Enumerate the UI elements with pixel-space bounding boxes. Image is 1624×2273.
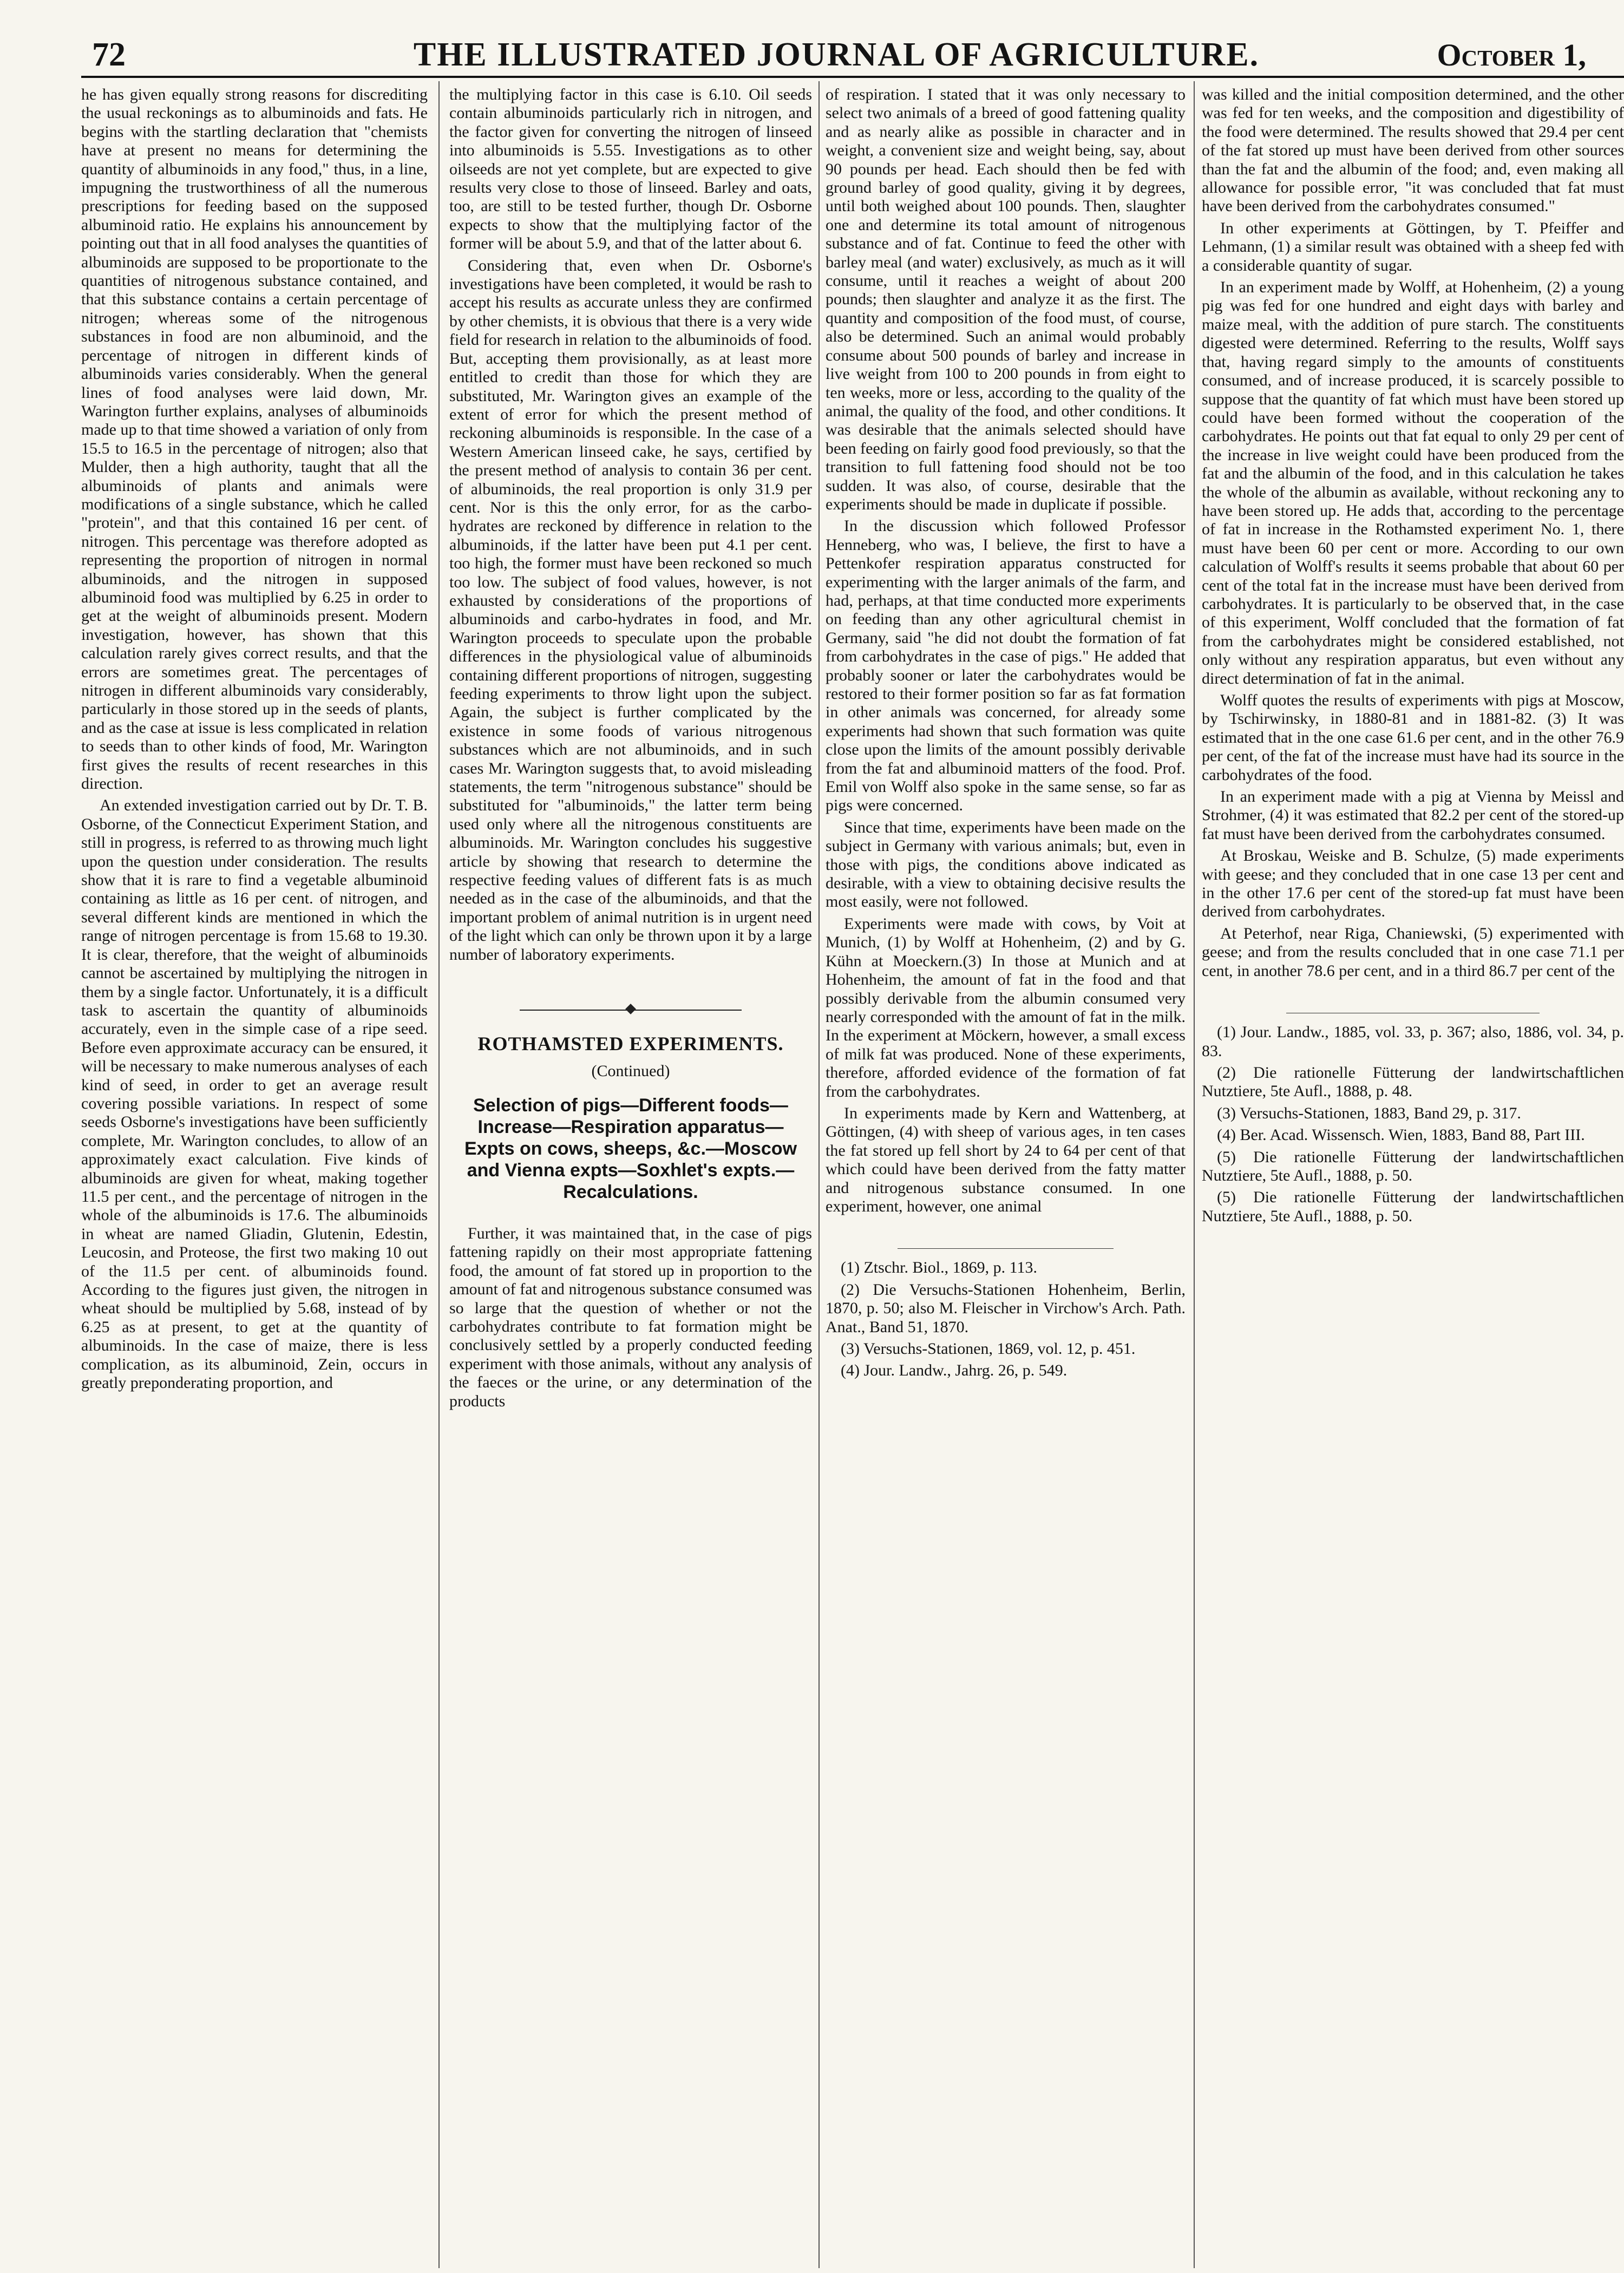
issue-date: October 1,: [1437, 37, 1586, 73]
footnotes: [826, 1259, 1186, 1380]
column-rule: [438, 81, 440, 2268]
article-paragraph: At Broskau, Weiske and B. Schulze, (5) made experiments with geese; and they concluded that in one case 13 per cent and in the other 17.6 per cent of the stored-up fat must have been derived from carbohydrates.: [1202, 847, 1624, 921]
footnote: (5) Die rationelle Fütterung der landwirtschaftlichen Nutztiere, 5te Aufl., 1888, p. 50.: [1202, 1148, 1624, 1184]
article-paragraph: In an experiment made with a pig at Vienna by Meissl and Strohmer, (4) it was estimated that 82.2 per cent of the stored-up fat must have been derived from the carbohydrates consumed.: [1202, 788, 1624, 843]
article-paragraph: Further, it was maintained that, in the case of pigs fattening rapidly on their most appropriate fattening food, the amount of fat stored up in proportion to the amount of fat and nitrogenous substance consumed was so large that the question of whether or not the carbohydrates contribute to fat formation might be conclusively settled by a properly conducted feeding experiment with those animals, without any analysis of the faeces or the urine, or any determination of the products: [449, 1224, 812, 1410]
footnote: (2) Die Versuchs-Stationen Hohenheim, Berlin, 1870, p. 50; also M. Fleischer in Virchow's Arch. Path. Anat., Band 51, 1870.: [826, 1280, 1186, 1336]
article-paragraph: Since that time, experiments have been made on the subject in Germany with various animals; but, even in those with pigs, the conditions above indicated as desirable, with a view to obtaining decisive results the most easily, were not followed.: [826, 818, 1186, 911]
footnote: (3) Versuchs-Stationen, 1869, vol. 12, p. 451.: [841, 1340, 1136, 1358]
section-title: ROTHAMSTED EXPERIMENTS.: [477, 1033, 784, 1055]
journal-title: THE ILLUSTRATED JOURNAL OF AGRICULTURE.: [413, 36, 1260, 73]
article-paragraph: In other experiments at Göttingen, by T. Pfeiffer and Lehmann, (1) a similar result was obtained with a sheep fed with a considerable quantity of sugar.: [1202, 219, 1624, 274]
article-paragraph: At Peterhof, near Riga, Chaniewski, (5) experimented with geese; and from the results concluded that in one case 71.1 per cent, in another 78.6 per cent, and in a third 86.7 per cent of the: [1202, 924, 1624, 980]
footnote: (1) Jour. Landw., 1885, vol. 33, p. 367; also, 1886, vol. 34, p. 83.: [1202, 1023, 1624, 1060]
article-paragraph: Wolff quotes the results of experiments with pigs at Moscow, by Tschirwinsky, in 1880-81 and in 1881-82. (3) It was estimated that in the one case 61.6 per cent, and in the other 76.9 per cent, of the fat of the increase must have had its source in the carbohydrates of the food.: [1202, 691, 1624, 784]
footnote: (2) Die rationelle Fütterung der landwirtschaftlichen Nutztiere, 5te Aufl., 1888, p. 48.: [1202, 1063, 1624, 1101]
section-subtitle: (Continued): [591, 1062, 670, 1080]
section-summary: Selection of pigs—Different foods—Increase—Respiration apparatus—Expts on cows, sheeps, &c.—Moscow and Vienna expts—Soxhlet's expts.—Recalculations.: [464, 1095, 797, 1202]
article-paragraph: of respiration. I stated that it was only necessary to select two animals of a breed of good fattening quality and as nearly alike as possible in character and in weight, a convenient size and weight being, say, about 90 pounds per head. Each should then be fed with ground barley of good quality, giving it by degrees, until both weighed about 100 pounds. Then, slaughter one and determine its total amount of nitrogenous substance and of fat. Continue to feed the other with barley meal (and water) exclusively, as much as it will consume, until it reaches a weight of about 200 pounds; then slaughter and analyze it as the first. The quantity and composition of the food must, of course, also be determined. Such an animal would probably consume about 500 pounds of barley and increase in live weight from 100 to 200 pounds in from eight to ten weeks, more or less, according to the quality of the animal, the quality of the food, and other conditions. It was desirable that the animals selected should have been feeding on fairly good food previously, so that the transition to full fattening food should not be too sudden. It was also, of course, desirable that the experiments should be made in duplicate if possible.: [826, 86, 1186, 513]
article-paragraph: Experiments were made with cows, by Voit at Munich, (1) by Wolff at Hohenheim, (2) and by G. Kühn at Moeckern.(3) In those at Munich and at Hohenheim, the amount of fat in the food and that possibly derivable from the albumin consumed very nearly corresponded with the amount of fat in the milk. In the experiment at Möckern, however, a small excess of milk fat was produced. None of these experiments, therefore, afforded evidence of the formation of fat from the carbohydrates.: [826, 914, 1186, 1101]
column-rule: [1194, 81, 1195, 2268]
footnote: (1) Ztschr. Biol., 1869, p. 113.: [841, 1259, 1038, 1277]
article-paragraph: Considering that, even when Dr. Osborne's investigations have been completed, it would be rash to accept his results as accurate unless they are confirmed by other chemists, it is obvious that there is a very wide field for research in relation to the albuminoids of food. But, accepting them provisionally, as at least more entitled to credit than those for which they are substituted, Mr. Warington gives an example of the extent of error for which the present method of reckoning albuminoids is responsible. In the case of a Western American linseed cake, he says, certified by the present method of analysis to contain 36 per cent. of albuminoids, the real proportion is only 31.9 per cent. Nor is this the only error, for as the carbo-hydrates are reckoned by difference in relation to the albuminoids, if the latter have been put 4.1 per cent. too high, the former must have been reckoned so much too low. The subject of food values, however, is not exhausted by considerations of the proportions of albuminoids and carbo-hydrates in food, and Mr. Warington proceeds to speculate upon the probable differences in the physiological value of albuminoids containing different proportions of nitrogen, suggesting feeding experiments to throw light upon the subject. Again, the subject is further complicated by the existence in some foods of various nitrogenous substances which are not albuminoids, and in such cases Mr. Warington suggests that, to avoid misleading statements, the term "nitrogenous substance" should be substituted for "albuminoids," the latter term being used only where all the nitrogenous constituents are albuminoids. Mr. Warington concludes his suggestive article by showing that research to determine the respective feeding values of different fats is as much needed as in the case of the albuminoids, and that the important problem of animal nutrition is in urgent need of the light which can only be thrown upon it by a large number of laboratory experiments.: [449, 256, 812, 964]
column-2: [449, 86, 812, 2267]
column-rule: [818, 81, 820, 2268]
column-4: [1202, 86, 1624, 2267]
footnote: (4) Ber. Acad. Wissensch. Wien, 1883, Band 88, Part III.: [1217, 1126, 1585, 1144]
article-paragraph: An extended investigation carried out by Dr. T. B. Osborne, of the Connecticut Experiment Station, and still in progress, is referred to as throwing much light upon the question under consideration. The results show that it is rare to find a vegetable albuminoid containing as little as 16 per cent. of nitrogen, and several different kinds are mentioned in which the range of nitrogen percentage is from 15.68 to 19.30. It is clear, therefore, that the weight of albuminoids cannot be ascertained by multiplying the nitrogen in them by a single factor. Unfortunately, it is a difficult task to ascertain the quantity of albuminoids accurately, even in the simple case of a ripe seed. Before even approximate accuracy can be ensured, it will be necessary to make numerous analyses of each kind of seed, in order to get an average result covering possible variations. In respect of some seeds Osborne's investigations have been sufficiently complete, Mr. Warington concludes, to allow of an approximately exact calculation. Five kinds of albuminoids are given for wheat, making together 11.5 per cent., and the percentage of nitrogen in the whole of the albuminoids is 17.6. The albuminoids in wheat are named Gliadin, Glutenin, Edestin, Leucosin, and Proteose, the first two making 10 out of the 11.5 per cent. of albuminoids found. According to the figures just given, the nitrogen in wheat should be multiplied by 5.68, instead of by 6.25 as at present, to get at the quantity of albuminoids. In the case of maize, there is less complication, as its albuminoid, Zein, occurs in greatly preponderating proportion, and: [81, 796, 428, 1392]
column-1: [81, 86, 428, 2267]
page-number: 72: [92, 36, 126, 73]
running-head: [81, 32, 1592, 76]
footnote-rule: [898, 1248, 1114, 1249]
article-paragraph: the multiplying factor in this case is 6.10. Oil seeds contain albuminoids particularly rich in nitrogen, and the factor given for converting the nitrogen of linseed into albuminoids is 5.55. Investigations as to other oilseeds are not yet complete, but are expected to give results very close to those of linseed. Barley and oats, too, are still to be tested further, though Dr. Osborne expects to show that the multiplying factor of the former will be about 5.9, and that of the latter about 6.: [449, 86, 812, 253]
section-divider: [449, 1002, 812, 1018]
article-paragraph: In experiments made by Kern and Wattenberg, at Göttingen, (4) with sheep of various ages, in ten cases the fat stored up fell short by 24 to 64 per cent of that which could have been derived from the fatty matter and nitrogenous substance consumed. In one experiment, however, one animal: [826, 1104, 1186, 1215]
article-paragraph: he has given equally strong reasons for discrediting the usual reckonings as to albuminoids and fats. He begins with the startling declaration that "chemists have at present no means for determining the quantity of albuminoids in any food," thus, in a line, impugning the trustworthiness of all the numerous prescriptions for feeding based on the supposed albuminoid ratio. He explains his announcement by pointing out that in all food analyses the quantities of albuminoids are supposed to be proportionate to the quantities of nitrogenous substance contained, and that this substance contains a certain percentage of nitrogen; whereas some of the nitrogenous substances in food are non albuminoid, and the percentage of nitrogen in different kinds of albuminoids varies considerably. When the general lines of food analyses were laid down, Mr. Warington further explains, analyses of albuminoids made up to that time showed a variation of only from 15.5 to 16.5 in the percentage of nitrogen; also that Mulder, then a high authority, taught that all the albuminoids of plants and animals were modifications of a single substance, which he called "protein", and that this contained 16 per cent. of nitrogen. This percentage was therefore adopted as representing the proportion of nitrogen in normal albuminoids, and the nitrogen in supposed albuminoid food was multiplied by 6.25 in order to get at the weight of albuminoids present. Modern investigation, however, has shown that this calculation rarely gives correct results, and that the errors are sometimes great. The percentages of nitrogen in different albuminoids vary considerably, particularly in those stored up in the seeds of plants, and as the case at issue is less complicated in relation to seeds than to other kinds of food, Mr. Warington first gives the results of recent researches in this direction.: [81, 86, 428, 793]
footnote: (4) Jour. Landw., Jahrg. 26, p. 549.: [841, 1361, 1068, 1380]
article-paragraph: was killed and the initial composition determined, and the other was fed for ten weeks, and the composition and digestibility of the food were determined. The results showed that 29.4 per cent of the fat stored up must have been derived from other sources than the fat and the albumin of the food; and, even making all allowance for possible error, "it was concluded that fat must have been derived from the carbohydrates consumed.": [1202, 86, 1624, 215]
header-rule: [81, 76, 1624, 78]
article-paragraph: In the discussion which followed Professor Henneberg, who was, I believe, the first to have a Pettenkofer respiration apparatus constructed for experimenting with the larger animals of the farm, and had, perhaps, at that time conducted more experiments on feeding than any other agricultural chemist in Germany, said "he did not doubt the formation of fat from carbohydrates in the case of pigs." He added that probably sooner or later the carbohydrates would be restored to their former position so far as fat formation in other animals was concerned, for already some experiments had shown that such formation was quite close upon the limits of the amount possibly derivable from the fat and albuminoid matters of the food. Prof. Emil von Wolff also spoke in the same sense, so far as pigs were concerned.: [826, 517, 1186, 815]
article-paragraph: In an experiment made by Wolff, at Hohenheim, (2) a young pig was fed for one hundred and eight days with barley and maize meal, with the addition of pure starch. The constituents digested were determined. Referring to the results, Wolff says that, having regard simply to the amounts of constituents consumed, and of increase produced, it is scarcely possible to suppose that the quantity of fat which must have been stored up could have been formed without the cooperation of the carbohydrates. He points out that fat equal to only 29 per cent of the increase in live weight could have been produced from the fat and the albumin of the food, and in this calculation he takes the whole of the albumin as available, without reckoning any to have been stored up. He adds that, according to the percentage of fat in increase in the Rothamsted experiment No. 1, there must have been 60 per cent or more. According to our own calculation of Wolff's results it seems probable that about 60 per cent of the total fat in the increase must have been derived from carbohydrates. It is particularly to be observed that, in the case of this experiment, Wolff concluded that the formation of fat from the carbohydrates might be considered established, not only without any respiration apparatus, but even without any direct determination of fat in the animal.: [1202, 278, 1624, 687]
footnote: (3) Versuchs-Stationen, 1883, Band 29, p. 317.: [1217, 1104, 1521, 1122]
footnote: (5) Die rationelle Fütterung der landwirtschaftlichen Nutztiere, 5te Aufl., 1888, p. 50.: [1202, 1188, 1624, 1225]
footnotes: [1202, 1023, 1624, 1226]
column-3: [826, 86, 1186, 2267]
